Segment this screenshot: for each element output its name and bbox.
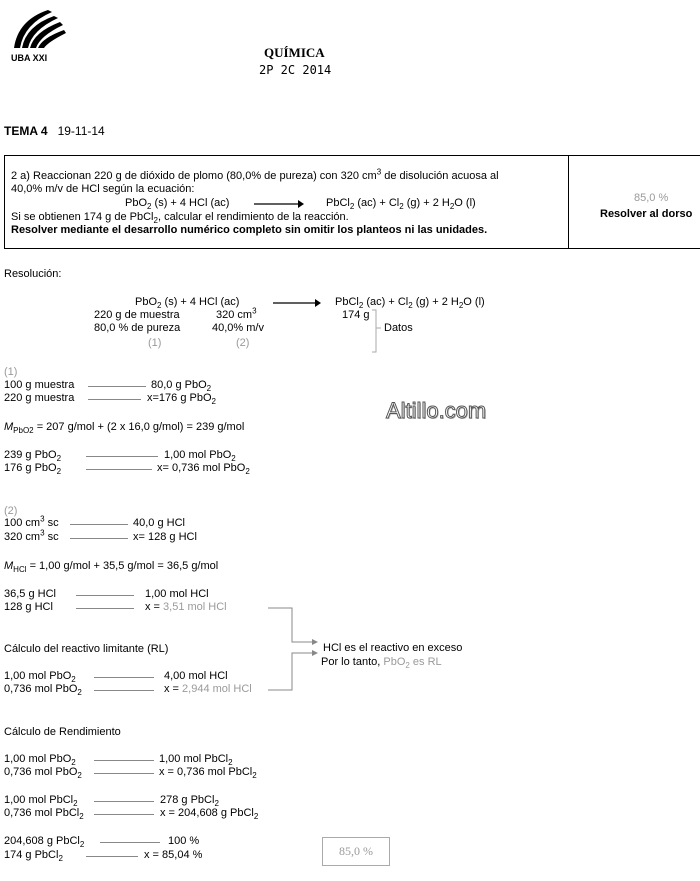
res-eq-r2: (ac) + Cl: [363, 296, 409, 308]
dato-tag-1: (1): [148, 337, 162, 349]
p1r4a-sub: 2: [56, 467, 62, 477]
part2-r2-left: [4, 528, 59, 543]
p1r3a: 239 g PbO: [4, 449, 57, 461]
tema-label: [4, 124, 105, 138]
rr6a-sub: 2: [58, 854, 63, 864]
rend-r1-line: [94, 760, 154, 761]
p2-molar-sub: HCl: [13, 565, 27, 575]
rend-r5-right: 100 %: [168, 835, 200, 847]
comparison-connector: [268, 605, 318, 695]
p1r3b-sub: 2: [231, 454, 236, 464]
rr3a: 1,00 mol PbCl: [4, 794, 74, 806]
part2-r2-line: [70, 538, 128, 539]
part2-r1-line: [70, 524, 128, 525]
part1-r2-line: [88, 399, 141, 400]
rr1b-sub: 2: [228, 758, 233, 768]
p2r1a-tail: sc: [44, 517, 59, 529]
rr4b: x = 204,608 g PbCl: [160, 807, 254, 819]
problem-divider: [568, 155, 569, 248]
concl2c: es RL: [409, 656, 442, 668]
problem-line-2: 40,0% m/v de HCl según la ecuación:: [11, 183, 195, 195]
eq-right-text: PbCl: [326, 197, 350, 209]
res-eq-r1: PbCl: [335, 296, 359, 308]
eq-right-sub: 2: [349, 202, 355, 212]
rr3b: 278 g PbCl: [160, 794, 215, 806]
part2-r3-right: 1,00 mol HCl: [145, 588, 209, 600]
problem-sup: 3: [376, 167, 382, 177]
p1r4b: x= 0,736 mol PbO: [157, 462, 246, 474]
part2-r3-left: 36,5 g HCl: [4, 588, 56, 600]
p1-molar-rest: = 207 g/mol + (2 x 16,0 g/mol) = 239 g/mol: [33, 421, 245, 433]
part1-r3-right: [164, 449, 236, 464]
eq-left-sub: 2: [147, 202, 152, 212]
eq-left-text-2: (s) + 4 HCl (ac): [151, 197, 230, 209]
rend-r6-line: [86, 856, 138, 857]
dato-vol-text: 320 cm: [216, 309, 253, 321]
part1-r4-right: [157, 462, 250, 477]
res-eq-l2: (s) + 4 HCl (ac): [161, 296, 240, 308]
part1-r1-right: [151, 379, 212, 394]
eq-right-text-2: (ac) + Cl: [354, 197, 400, 209]
p2r1a-sup: 3: [40, 514, 45, 524]
rend-r4-right: [160, 807, 259, 822]
problem-instruction: Resolver mediante el desarrollo numérico completo sin omitir los planteos ni las unidades.: [11, 224, 488, 236]
rr1a: 1,00 mol PbO: [4, 753, 72, 765]
eq-right-sub-2: 2: [399, 202, 404, 212]
lr2b-prefix: x =: [164, 683, 183, 695]
rr2b-sub: 2: [252, 771, 257, 781]
p2r4b-prefix: x =: [145, 601, 164, 613]
part1-r3-line: [86, 456, 158, 457]
limitante-r1-line: [94, 677, 154, 678]
page-subtitle: 2P 2C 2014: [259, 63, 332, 77]
dato-masa-producto: 174 g: [342, 309, 370, 321]
problem-equation-right: [326, 197, 476, 212]
rend-r1-right: [159, 753, 233, 768]
datos-label: Datos: [384, 322, 413, 334]
rr4a-sub: 2: [79, 812, 84, 822]
part2-tag: (2): [4, 505, 18, 517]
rend-r3-line: [94, 801, 154, 802]
datos-brace-icon: [370, 308, 382, 356]
part2-r1-left: [4, 514, 59, 529]
eq-right-text-4: O (l): [454, 197, 476, 209]
p1-molar-M: M: [4, 421, 14, 433]
eq-right-text-3: (g) + 2 H: [403, 197, 450, 209]
p2r2a-tail: sc: [44, 531, 59, 543]
rend-r4-left: [4, 807, 84, 822]
rr2a: 0,736 mol PbO: [4, 766, 78, 778]
lr1a: 1,00 mol PbO: [4, 670, 72, 682]
limitante-r1-right: 4,00 mol HCl: [164, 670, 228, 682]
rend-r2-left: [4, 766, 82, 781]
p1r2b: x=176 g PbO: [147, 392, 212, 404]
resolucion-arrow-icon: [273, 298, 321, 308]
resolucion-label: Resolución:: [4, 268, 62, 280]
reaction-arrow-icon: [254, 199, 304, 209]
p2-molar-rest: = 1,00 g/mol + 35,5 g/mol = 36,5 g/mol: [26, 560, 219, 572]
p2r2a-sup: 3: [40, 528, 45, 538]
part1-tag: (1): [4, 366, 18, 378]
rr1a-sub: 2: [71, 758, 76, 768]
final-score-box: [322, 837, 390, 866]
limitante-r1-left: [4, 670, 76, 685]
problem-line-4: [11, 211, 349, 226]
res-eq-r3: (g) + 2 H: [412, 296, 459, 308]
rr2b: x = 0,736 mol PbCl: [159, 766, 253, 778]
rend-r5-line: [100, 842, 160, 843]
rr2a-sub: 2: [77, 771, 82, 781]
dato-vol-sup: 3: [252, 306, 257, 316]
p2r1a: 100 cm: [4, 517, 41, 529]
page-title: QUÍMICA: [264, 45, 325, 60]
dato-tag-2: (2): [236, 337, 250, 349]
res-eq-r3sub: 2: [458, 301, 464, 311]
side-note: Resolver al dorso: [600, 208, 693, 220]
rr3a-sub: 2: [73, 799, 78, 809]
limitante-r2-right: [164, 683, 252, 695]
concl2b-sub: 2: [405, 661, 410, 671]
problem-text-4a: Si se obtienen 174 g de PbCl: [11, 211, 154, 223]
part1-r1-left: 100 g muestra: [4, 379, 75, 391]
rend-r5-left: [4, 835, 85, 850]
part1-r3-left: [4, 449, 62, 464]
problem-text-1b: de disolución acuosa al: [381, 170, 499, 182]
rr1b: 1,00 mol PbCl: [159, 753, 229, 765]
lr1a-sub: 2: [71, 675, 76, 685]
p1r4a: 176 g PbO: [4, 462, 57, 474]
concl2a: Por lo tanto,: [321, 656, 384, 668]
rr4a: 0,736 mol PbCl: [4, 807, 80, 819]
limitante-r2-line: [94, 690, 154, 691]
rend-r3-left: [4, 794, 78, 809]
rend-r4-line: [94, 814, 154, 815]
res-eq-l1: PbO: [135, 296, 158, 308]
part2-molar-mass: [4, 560, 219, 575]
p2-molar-M: M: [4, 560, 14, 572]
concl2b: PbO: [383, 656, 406, 668]
part2-r4-line: [76, 608, 134, 609]
part1-molar-mass: [4, 421, 245, 436]
res-eq-l1sub: 2: [157, 301, 162, 311]
part1-r4-line: [86, 469, 152, 470]
rend-r2-line: [94, 773, 154, 774]
final-score: 85,0 %: [339, 844, 373, 858]
p1r1b-sub: 2: [206, 384, 212, 394]
conclusion-limiting: [321, 656, 442, 671]
part1-r2-left: 220 g muestra: [4, 392, 75, 404]
problem-sub-4: 2: [153, 216, 158, 226]
part1-r1-line: [88, 386, 146, 387]
dato-muestra: 220 g de muestra: [94, 309, 180, 321]
part2-r1-right: 40,0 g HCl: [133, 517, 185, 529]
problem-line-1: [11, 167, 499, 182]
p1r2b-sub: 2: [211, 397, 216, 407]
problem-equation-left: [125, 197, 230, 212]
tema-number: TEMA 4: [4, 124, 48, 138]
dato-concentracion: 40,0% m/v: [212, 322, 264, 334]
logo-text: UBA XXI: [11, 53, 48, 63]
lr2a-sub: 2: [77, 688, 82, 698]
part2-r4-left: 128 g HCl: [4, 601, 53, 613]
rend-r1-left: [4, 753, 76, 768]
resolucion-equation-right: [335, 296, 485, 311]
p1r4b-sub: 2: [245, 467, 250, 477]
limitante-r2-left: [4, 683, 82, 698]
p1r3b: 1,00 mol PbO: [164, 449, 232, 461]
res-eq-r4: O (l): [463, 296, 485, 308]
resolucion-equation-left: [135, 296, 240, 311]
watermark: Altillo.com: [386, 398, 487, 423]
p2r2a: 320 cm: [4, 531, 41, 543]
uba-logo: [8, 6, 68, 62]
part2-r3-line: [76, 595, 134, 596]
tema-date: 19-11-14: [57, 124, 105, 138]
rend-r6-left: [4, 849, 63, 864]
problem-score: 85,0 %: [634, 192, 669, 204]
rend-r6-right: x = 85,04 %: [144, 849, 203, 861]
lr2b-val: 2,944 mol HCl: [182, 683, 252, 695]
problem-text-4b: , calcular el rendimiento de la reacción.: [157, 211, 349, 223]
conclusion-excess: HCl es el reactivo en exceso: [323, 642, 463, 654]
uba-logo-icon: [8, 6, 68, 50]
rend-r2-right: [159, 766, 257, 781]
rr4b-sub: 2: [253, 812, 259, 822]
res-eq-r2sub: 2: [408, 301, 413, 311]
part2-r2-right: x= 128 g HCl: [133, 531, 197, 543]
p1r1b: 80,0 g PbO: [151, 379, 207, 391]
dato-volumen: [216, 306, 257, 321]
lr2a: 0,736 mol PbO: [4, 683, 78, 695]
part1-r4-left: [4, 462, 62, 477]
eq-right-sub-3: 2: [449, 202, 455, 212]
problem-text-1a: 2 a) Reaccionan 220 g de dióxido de plomo (80,0% de pureza) con 320 cm: [11, 170, 377, 182]
dato-pureza: 80,0 % de pureza: [94, 322, 181, 334]
part2-r4-right: [145, 601, 227, 613]
rr6a: 174 g PbCl: [4, 849, 59, 861]
rend-r3-right: [160, 794, 219, 809]
res-eq-r1sub: 2: [358, 301, 364, 311]
p1r3a-sub: 2: [56, 454, 62, 464]
p2r4b-val: 3,51 mol HCl: [163, 601, 227, 613]
limitante-title: Cálculo del reactivo limitante (RL): [4, 643, 169, 655]
rr3b-sub: 2: [214, 799, 219, 809]
rendimiento-title: Cálculo de Rendimiento: [4, 726, 121, 738]
rr5a: 204,608 g PbCl: [4, 835, 80, 847]
eq-left-text: PbO: [125, 197, 148, 209]
p1-molar-sub: PbO2: [13, 426, 34, 436]
rr5a-sub: 2: [79, 840, 85, 850]
part1-r2-right: [147, 392, 216, 407]
